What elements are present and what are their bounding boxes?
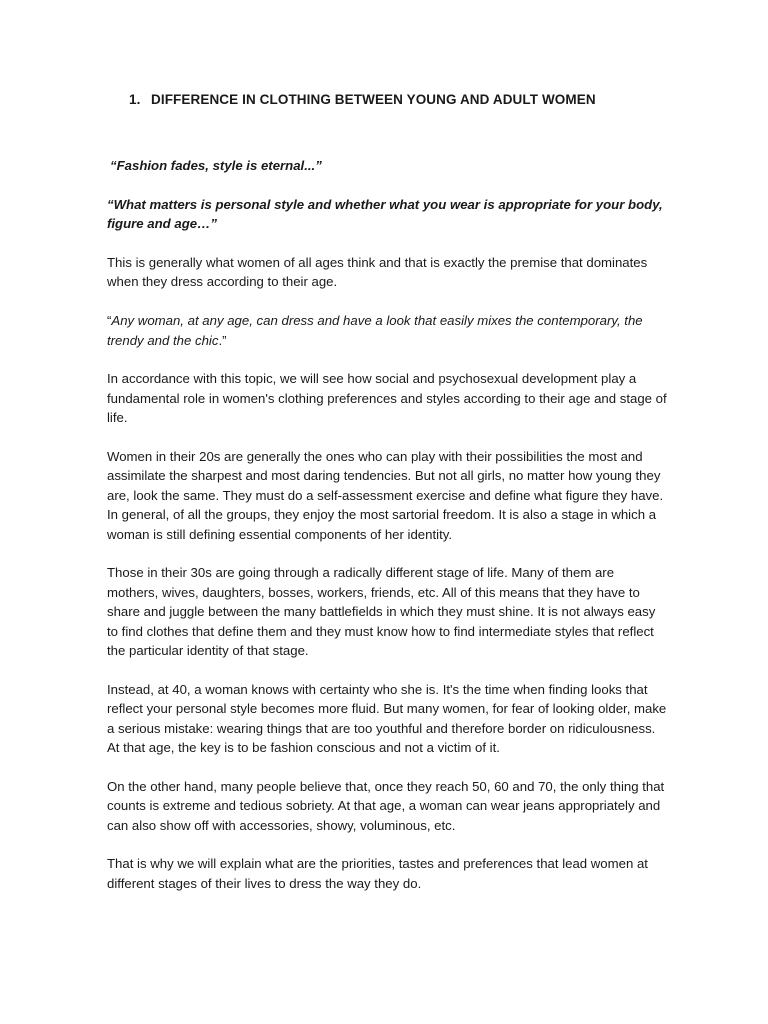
fifties-plus-paragraph: On the other hand, many people believe that, once they reach 50, 60 and 70, the only thing that counts is extreme and tedious sobriety. At that age, a woman can wear jeans appropriately and can also show off with accessories, showy, voluminous, etc. [107, 778, 665, 833]
conclusion-paragraph: That is why we will explain what are the priorities, tastes and preferences that lead women at different stages of their lives to dress the way they do. [107, 856, 648, 891]
personal-style-quote: “What matters is personal style and whether what you wear is appropriate for your body, figure and age…” [107, 196, 663, 232]
document-body [107, 156, 667, 913]
forties-paragraph: Instead, at 40, a woman knows with certainty who she is. It's the time when finding looks that reflect your personal style becomes more fluid. But many women, for fear of looking older, make a serious mistake: wearing things that are too youthful and therefore border on ridiculousness. At that age, the key is to be fashion conscious and not a victim of it. [107, 681, 667, 756]
quote-open-mark: “ [107, 313, 112, 329]
quote-text: Any woman, at any age, can dress and have a look that easily mixes the contemporary, the trendy and the chic [107, 313, 643, 348]
section-heading [129, 92, 596, 107]
thirties-paragraph: Those in their 30s are going through a radically different stage of life. Many of them are mothers, wives, daughters, bosses, workers, friends, etc. All of this means that they have to share and juggle between the many battlefields in which they must shine. It is not always easy to find clothes that define them and they must know how to find intermediate styles that reflect the particular identity of that stage. [107, 565, 656, 659]
any-woman-quote [107, 311, 667, 350]
heading-number: 1. [129, 92, 141, 107]
twenties-paragraph: Women in their 20s are generally the ones who can play with their possibilities the most and assimilate the sharpest and most daring tendencies. But not all girls, no matter how young they are, look the same. They must do a self-assessment exercise and define what figure they have. In general, of all the groups, they enjoy the most sartorial freedom. It is also a stage in which a woman is still defining essential components of her identity. [107, 449, 664, 542]
intro-paragraph: This is generally what women of all ages think and that is exactly the premise that dominates when they dress according to their age. [107, 255, 648, 290]
development-paragraph: In accordance with this topic, we will see how social and psychosexual development play a fundamental role in women's clothing preferences and styles according to their age and stage of life. [107, 371, 667, 426]
quote-close-mark: .” [218, 332, 227, 348]
epigraph-quote: “Fashion fades, style is eternal...” [110, 158, 322, 173]
heading-title: DIFFERENCE IN CLOTHING BETWEEN YOUNG AND ADULT WOMEN [151, 92, 596, 107]
